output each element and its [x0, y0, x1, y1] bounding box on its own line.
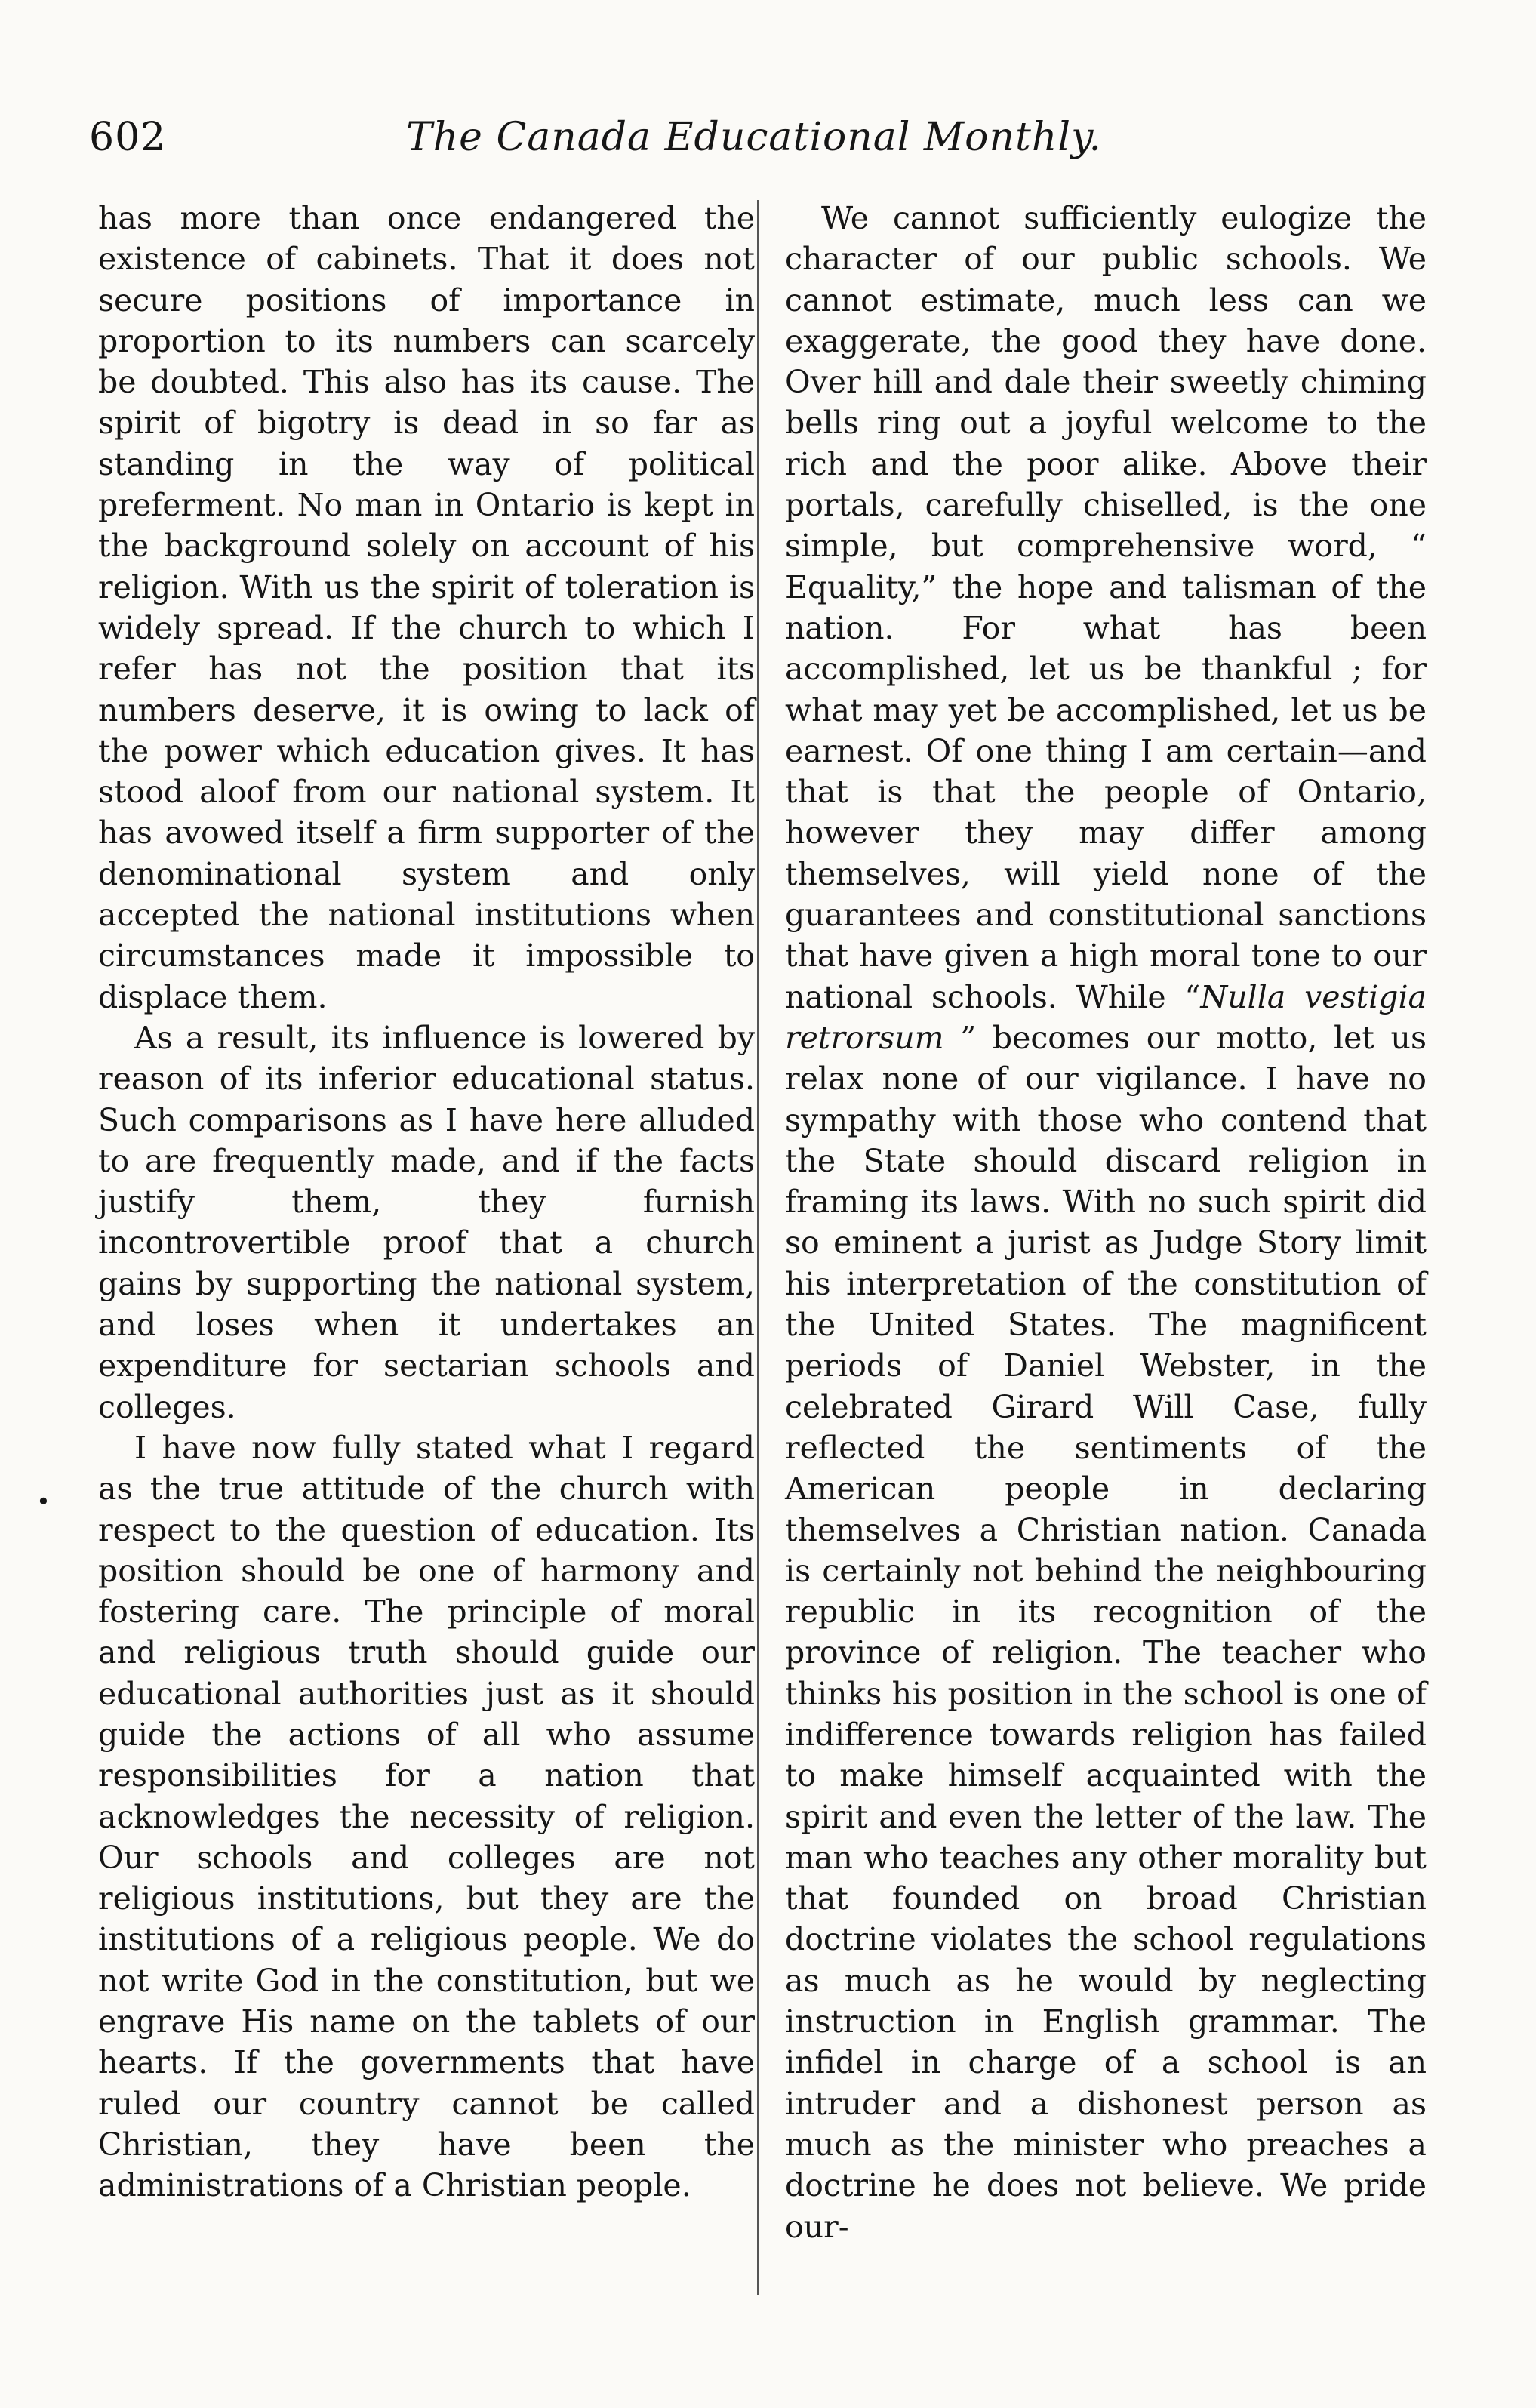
right-column [785, 198, 1427, 2247]
paragraph: I have now fully stated what I regard as the true attitude of the church with respect to the question of education. Its position should be one of harmony and fostering care. The principle of moral and religious truth should guide our educational authorities just as it should guide the actions of all who assume responsibilities for a nation that acknowledges the necessity of religion. Our schools and colleges are not religious institutions, but they are the institutions of a religious people. We do not write God in the constitution, but we engrave His name on the tablets of our hearts. If the governments that have ruled our country cannot be called Christian, they have been the administrations of a Christian people. [98, 1429, 755, 2204]
paragraph: has more than once endangered the existence of cabinets. That it does not secure positions of importance in proportion to its numbers can scarcely be doubted. This also has its cause. The spirit of bigotry is dead in so far as standing in the way of political preferment. No man in Ontario is kept in the background solely on account of his religion. With us the spirit of toleration is widely spread. If the church to which I refer has not the position that its numbers deserve, it is owing to lack of the power which education gives. It has stood aloof from our national system. It has avowed itself a firm supporter of the denominational system and only accepted the national institutions when circumstances made it impossible to displace them. [98, 200, 755, 1015]
column-divider [757, 200, 759, 2295]
paragraph [785, 198, 1427, 2247]
left-column [98, 198, 755, 2206]
latin-motto: Nulla vestigia retrorsum [785, 978, 1427, 1056]
margin-mark: • [36, 1487, 51, 1516]
running-title: The Canada Educational Monthly. [406, 115, 1102, 160]
paragraph: As a result, its influence is lowered by reason of its inferior educational status. Such comparisons as I have here alluded to are frequently made, and if the facts justify them, they furnish incontrovertible proof that a church gains by supporting the national system, and loses when it undertakes an expenditure for sectarian schools and colleges. [98, 1019, 755, 1425]
page-number: 602 [89, 115, 167, 160]
page-header [89, 115, 1440, 175]
text-run: ” becomes our motto, let us relax none of our vigilance. I have no sympathy with those who contend that the State should discard religion in framing its laws. With no such spirit did so eminent a jurist as Judge Story limit his interpretation of the constitution of the United States. The magnificent periods of Daniel Webster, in the celebrated Girard Will Case, fully reflected the sentiments of the American people in declaring themselves a Christian nation. Canada is certainly not behind the neighbouring republic in its recognition of the province of religion. The teacher who thinks his position in the school is one of indifference towards religion has failed to make himself acquainted with the spirit and even the letter of the law. The man who teaches any other morality but that founded on broad Christian doctrine violates the school regulations as much as he would by neglecting instruction in English grammar. The infidel in charge of a school is an intruder and a dishonest person as much as the minister who preaches a doctrine he does not believe. We pride our- [785, 1019, 1427, 2245]
text-run: We cannot sufficiently eulogize the character of our public schools. We cannot estimate, much less can we exaggerate, the good they have done. Over hill and dale their sweetly chiming bells ring out a joyful welcome to the rich and the poor alike. Above their portals, carefully chiselled, is the one simple, but comprehensive word, “ Equality,” the hope and talisman of the nation. For what has been accomplished, let us be thankful ; for what may yet be accomplished, let us be earnest. Of one thing I am certain—and that is that the people of Ontario, however they may differ among themselves, will yield none of the guarantees and constitutional sanctions that have given a high moral tone to our national schools. While “ [785, 200, 1427, 1015]
